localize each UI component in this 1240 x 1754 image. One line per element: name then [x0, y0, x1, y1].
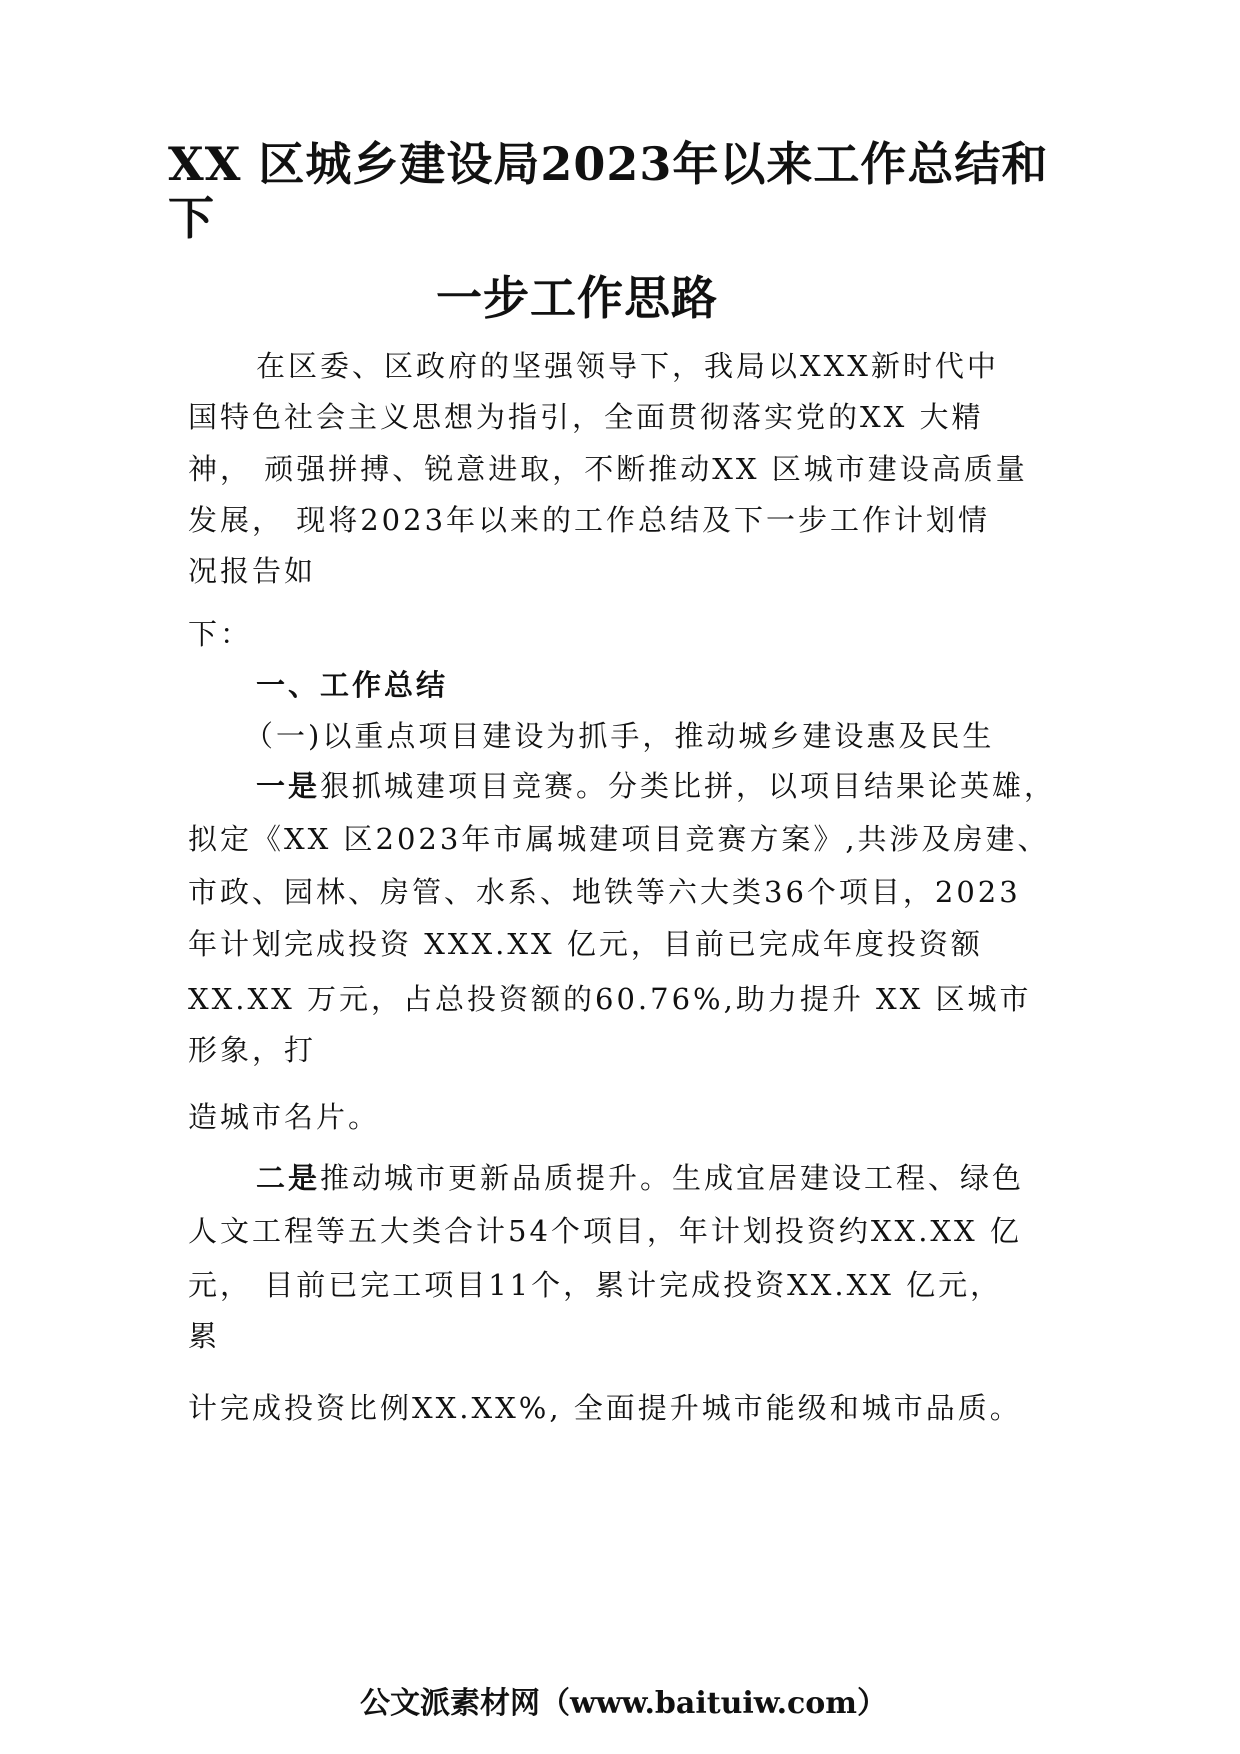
item-2-line: 累 [188, 1319, 221, 1353]
intro-line: 发展， 现将2023年以来的工作总结及下一步工作计划情 [188, 503, 991, 537]
item-1-line: XX.XX 万元，占总投资额的60.76%,助力提升 XX 区城市 [188, 982, 1032, 1016]
intro-line: 在区委、区政府的坚强领导下，我局以XXX新时代中 [256, 349, 999, 383]
item-1-lead: 一是 [256, 769, 321, 803]
item-2-first-line [256, 1160, 1024, 1196]
item-2-line: 计完成投资比例XX.XX%, 全面提升城市能级和城市品质。 [188, 1391, 1022, 1425]
item-1-line: 形象，打 [188, 1033, 317, 1067]
title-line-1: XX 区城乡建设局2023年以来工作总结和 [168, 137, 1049, 191]
intro-line: 况报告如 [188, 554, 317, 588]
section-heading: 一、工作总结 [256, 668, 449, 702]
item-2-line: 人文工程等五大类合计54个项目，年计划投资约XX.XX 亿 [188, 1214, 1022, 1248]
title-line-3: 一步工作思路 [436, 271, 718, 325]
footer-source: 公文派素材网（www.baituiw.com） [360, 1686, 888, 1721]
item-2-line: 元， 目前已完工项目11个，累计完成投资XX.XX 亿元， [188, 1268, 1003, 1302]
item-1-text: 狠抓城建项目竞赛。分类比拼，以项目结果论英雄， [320, 769, 1057, 803]
item-1-line: 拟定《XX 区2023年市属城建项目竞赛方案》,共涉及房建、 [188, 822, 1050, 856]
title-line-2: 下 [168, 191, 215, 245]
intro-line: 国特色社会主义思想为指引，全面贯彻落实党的XX 大精 [188, 400, 984, 434]
item-1-line: 造城市名片。 [188, 1100, 381, 1134]
intro-line: 神， 顽强拼搏、锐意进取，不断推动XX 区城市建设高质量 [188, 452, 1028, 486]
item-1-first-line [256, 768, 1056, 804]
item-1-line: 市政、园林、房管、水系、地铁等六大类36个项目，2023 [188, 875, 1021, 909]
item-1-line: 年计划完成投资 XXX.XX 亿元，目前已完成年度投资额 [188, 927, 983, 961]
intro-line: 下： [188, 617, 253, 651]
item-2-text: 推动城市更新品质提升。生成宜居建设工程、绿色 [320, 1161, 1025, 1195]
subsection-heading: （一)以重点项目建设为抓手，推动城乡建设惠及民生 [244, 719, 995, 753]
item-2-lead: 二是 [256, 1161, 321, 1195]
